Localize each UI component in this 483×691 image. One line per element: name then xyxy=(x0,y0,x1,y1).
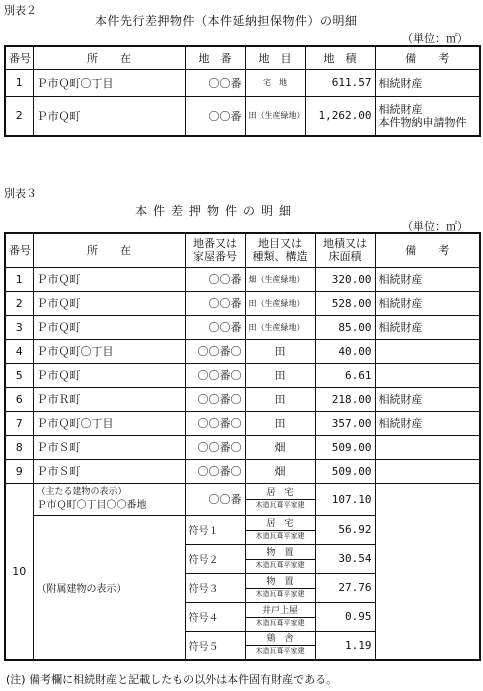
row-category: 田（生産緑地） xyxy=(245,291,315,315)
table2-title: 本件先行差押物件（本件延納担保物件）の明細 xyxy=(95,14,358,28)
row-location: Ｐ市Ｑ町 xyxy=(33,291,185,315)
row-area: 85.00 xyxy=(315,315,375,339)
row-remarks xyxy=(375,363,480,387)
row-remarks xyxy=(375,96,480,136)
row-area: 30.54 xyxy=(315,544,375,573)
building-structure: 木造瓦葺平家建 xyxy=(255,560,305,569)
row-remarks xyxy=(375,435,480,459)
table2-header-location: 所 在 xyxy=(33,46,185,69)
row-location: Ｐ市Ｓ町 xyxy=(33,435,185,459)
row-lot: 〇〇番 xyxy=(185,267,245,291)
row-number: 2 xyxy=(5,96,33,136)
main-building-address: Ｐ市Ｑ町〇丁目〇〇番地 xyxy=(36,500,147,511)
table2-header-lot: 地 番 xyxy=(185,46,245,69)
row-location: Ｐ市Ｑ町 xyxy=(33,315,185,339)
building-structure: 木造瓦葺平家建 xyxy=(255,589,305,598)
header-line: 床面積 xyxy=(328,250,362,264)
row-lot: 〇〇番〇 xyxy=(185,339,245,363)
row-area: 611.57 xyxy=(305,69,375,96)
table3 xyxy=(4,232,481,661)
annex-code: 符号２ xyxy=(185,544,245,573)
row-category: 田（生産緑地） xyxy=(245,96,305,136)
table-row xyxy=(5,96,480,136)
row-lot: 〇〇番 xyxy=(185,315,245,339)
row-category: 宅 地 xyxy=(245,69,305,96)
main-building-label: （主たる建物の表示） xyxy=(36,487,127,497)
row-number: 9 xyxy=(5,459,33,483)
header-line: 地目又は xyxy=(258,237,302,251)
table3-header-category xyxy=(245,233,315,267)
table-row xyxy=(5,291,480,315)
row-location: Ｐ市Ｑ町〇丁目 xyxy=(33,411,185,435)
table3-header-location: 所 在 xyxy=(33,233,185,267)
row-number: 4 xyxy=(5,339,33,363)
row-location: Ｐ市Ｑ町〇丁目 xyxy=(33,339,185,363)
table-row xyxy=(5,459,480,483)
table-row xyxy=(5,483,480,515)
table3-label: 別表３ xyxy=(4,187,37,200)
row-area: 56.92 xyxy=(315,515,375,544)
table3-header-lot xyxy=(185,233,245,267)
row-category: 田（生産緑地） xyxy=(245,315,315,339)
row-location: Ｐ市Ｑ町〇丁目 xyxy=(33,69,185,96)
building-type: 物 置 xyxy=(246,576,315,589)
row-category: 田 xyxy=(245,339,315,363)
row-area: 40.00 xyxy=(315,339,375,363)
row-lot: 〇〇番 xyxy=(185,291,245,315)
annex-code: 符号４ xyxy=(185,602,245,631)
row-area: 6.61 xyxy=(315,363,375,387)
row-lot: 〇〇番〇 xyxy=(185,411,245,435)
table-row xyxy=(5,267,480,291)
footnote: (注) 備考欄に相続財産と記載したもの以外は本件固有財産である。 xyxy=(6,673,338,686)
table-row xyxy=(5,435,480,459)
row-number: 8 xyxy=(5,435,33,459)
building-structure: 木造瓦葺平家建 xyxy=(255,647,305,656)
remarks-line: 本件物納申請物件 xyxy=(378,115,467,129)
building-type: 物 置 xyxy=(246,547,315,560)
annex-label: （附属建物の表示） xyxy=(36,583,127,595)
row-lot: 〇〇番 xyxy=(185,69,245,96)
row-lot: 〇〇番〇 xyxy=(185,459,245,483)
row-category: 田 xyxy=(245,411,315,435)
row-lot: 〇〇番〇 xyxy=(185,387,245,411)
table-row xyxy=(5,339,480,363)
table3-unit: （単位：㎡） xyxy=(402,220,468,233)
row-location: Ｐ市Ｒ町 xyxy=(33,387,185,411)
row-area: 320.00 xyxy=(315,267,375,291)
row-lot: 〇〇番〇 xyxy=(185,435,245,459)
row-location: Ｐ市Ｑ町 xyxy=(33,363,185,387)
row-remarks: 相続財産 xyxy=(375,291,480,315)
main-building-type-structure xyxy=(245,483,315,515)
row-area: 357.00 xyxy=(315,411,375,435)
table-row xyxy=(5,387,480,411)
annex-type-structure xyxy=(245,602,315,631)
table2-header-remarks: 備 考 xyxy=(375,46,480,69)
row-area: 1,262.00 xyxy=(305,96,375,136)
table2-header-area: 地 積 xyxy=(305,46,375,69)
row-lot: 〇〇番 xyxy=(185,483,245,515)
header-line: 地番又は xyxy=(193,237,237,251)
row-area: 27.76 xyxy=(315,573,375,602)
table2 xyxy=(4,45,481,137)
annex-code: 符号３ xyxy=(185,573,245,602)
header-line: 種類、構造 xyxy=(252,250,308,264)
row-category: 畑 xyxy=(245,435,315,459)
annex-code: 符号１ xyxy=(185,515,245,544)
annex-type-structure xyxy=(245,544,315,573)
row-category: 田 xyxy=(245,387,315,411)
table2-header-category: 地 目 xyxy=(245,46,305,69)
annex-label-cell xyxy=(33,515,185,660)
building-structure: 木造瓦葺平家建 xyxy=(255,618,305,627)
row-remarks xyxy=(375,339,480,363)
row-location: Ｐ市Ｑ町 xyxy=(33,96,185,136)
row-location: Ｐ市Ｓ町 xyxy=(33,459,185,483)
row-remarks: 相続財産 xyxy=(375,267,480,291)
row-area: 0.95 xyxy=(315,602,375,631)
row-remarks xyxy=(375,483,480,660)
row-remarks: 相続財産 xyxy=(375,411,480,435)
row-number: 7 xyxy=(5,411,33,435)
row-number: 6 xyxy=(5,387,33,411)
annex-type-structure xyxy=(245,515,315,544)
building-type: 居 宅 xyxy=(246,518,315,531)
building-structure: 木造瓦葺平家建 xyxy=(255,501,305,509)
header-line: 地積又は xyxy=(323,237,367,251)
building-structure: 木造瓦葺平家建 xyxy=(255,531,305,540)
building-type: 鶏 舎 xyxy=(246,633,315,646)
row-number: 10 xyxy=(5,483,33,660)
row-remarks: 相続財産 xyxy=(375,315,480,339)
row-remarks xyxy=(375,459,480,483)
row-category: 畑 xyxy=(245,459,315,483)
row-area: 1.19 xyxy=(315,631,375,660)
row-number: 5 xyxy=(5,363,33,387)
table-row xyxy=(5,315,480,339)
table-row xyxy=(5,363,480,387)
row-number: 1 xyxy=(5,69,33,96)
table3-title: 本件差押物件の明細 xyxy=(135,204,298,218)
row-area: 218.00 xyxy=(315,387,375,411)
remarks-line: 相続財産 xyxy=(378,102,423,116)
building-type: 井戸上屋 xyxy=(246,605,315,618)
row-area: 528.00 xyxy=(315,291,375,315)
row-area: 509.00 xyxy=(315,459,375,483)
table3-header-remarks: 備 考 xyxy=(375,233,480,267)
row-category: 畑（生産緑地） xyxy=(245,267,315,291)
row-remarks: 相続財産 xyxy=(375,69,480,96)
annex-code: 符号５ xyxy=(185,631,245,660)
table2-header-row xyxy=(5,46,480,69)
row-number: 3 xyxy=(5,315,33,339)
header-line: 家屋番号 xyxy=(193,250,237,264)
table-row xyxy=(5,69,480,96)
row-number: 2 xyxy=(5,291,33,315)
table3-header-row xyxy=(5,233,480,267)
main-building-location xyxy=(33,483,185,515)
row-area: 509.00 xyxy=(315,435,375,459)
table2-label: 別表２ xyxy=(4,4,37,17)
row-lot: 〇〇番 xyxy=(185,96,245,136)
building-type: 居 宅 xyxy=(246,487,315,500)
row-category: 田 xyxy=(245,363,315,387)
table-row xyxy=(5,411,480,435)
annex-type-structure xyxy=(245,631,315,660)
row-lot: 〇〇番〇 xyxy=(185,363,245,387)
row-location: Ｐ市Ｑ町 xyxy=(33,267,185,291)
row-number: 1 xyxy=(5,267,33,291)
table3-header-no: 番号 xyxy=(5,233,33,267)
annex-type-structure xyxy=(245,573,315,602)
row-remarks: 相続財産 xyxy=(375,387,480,411)
row-area: 107.10 xyxy=(315,483,375,515)
table2-header-no: 番号 xyxy=(5,46,33,69)
table3-header-area xyxy=(315,233,375,267)
table2-unit: （単位：㎡） xyxy=(402,32,468,45)
